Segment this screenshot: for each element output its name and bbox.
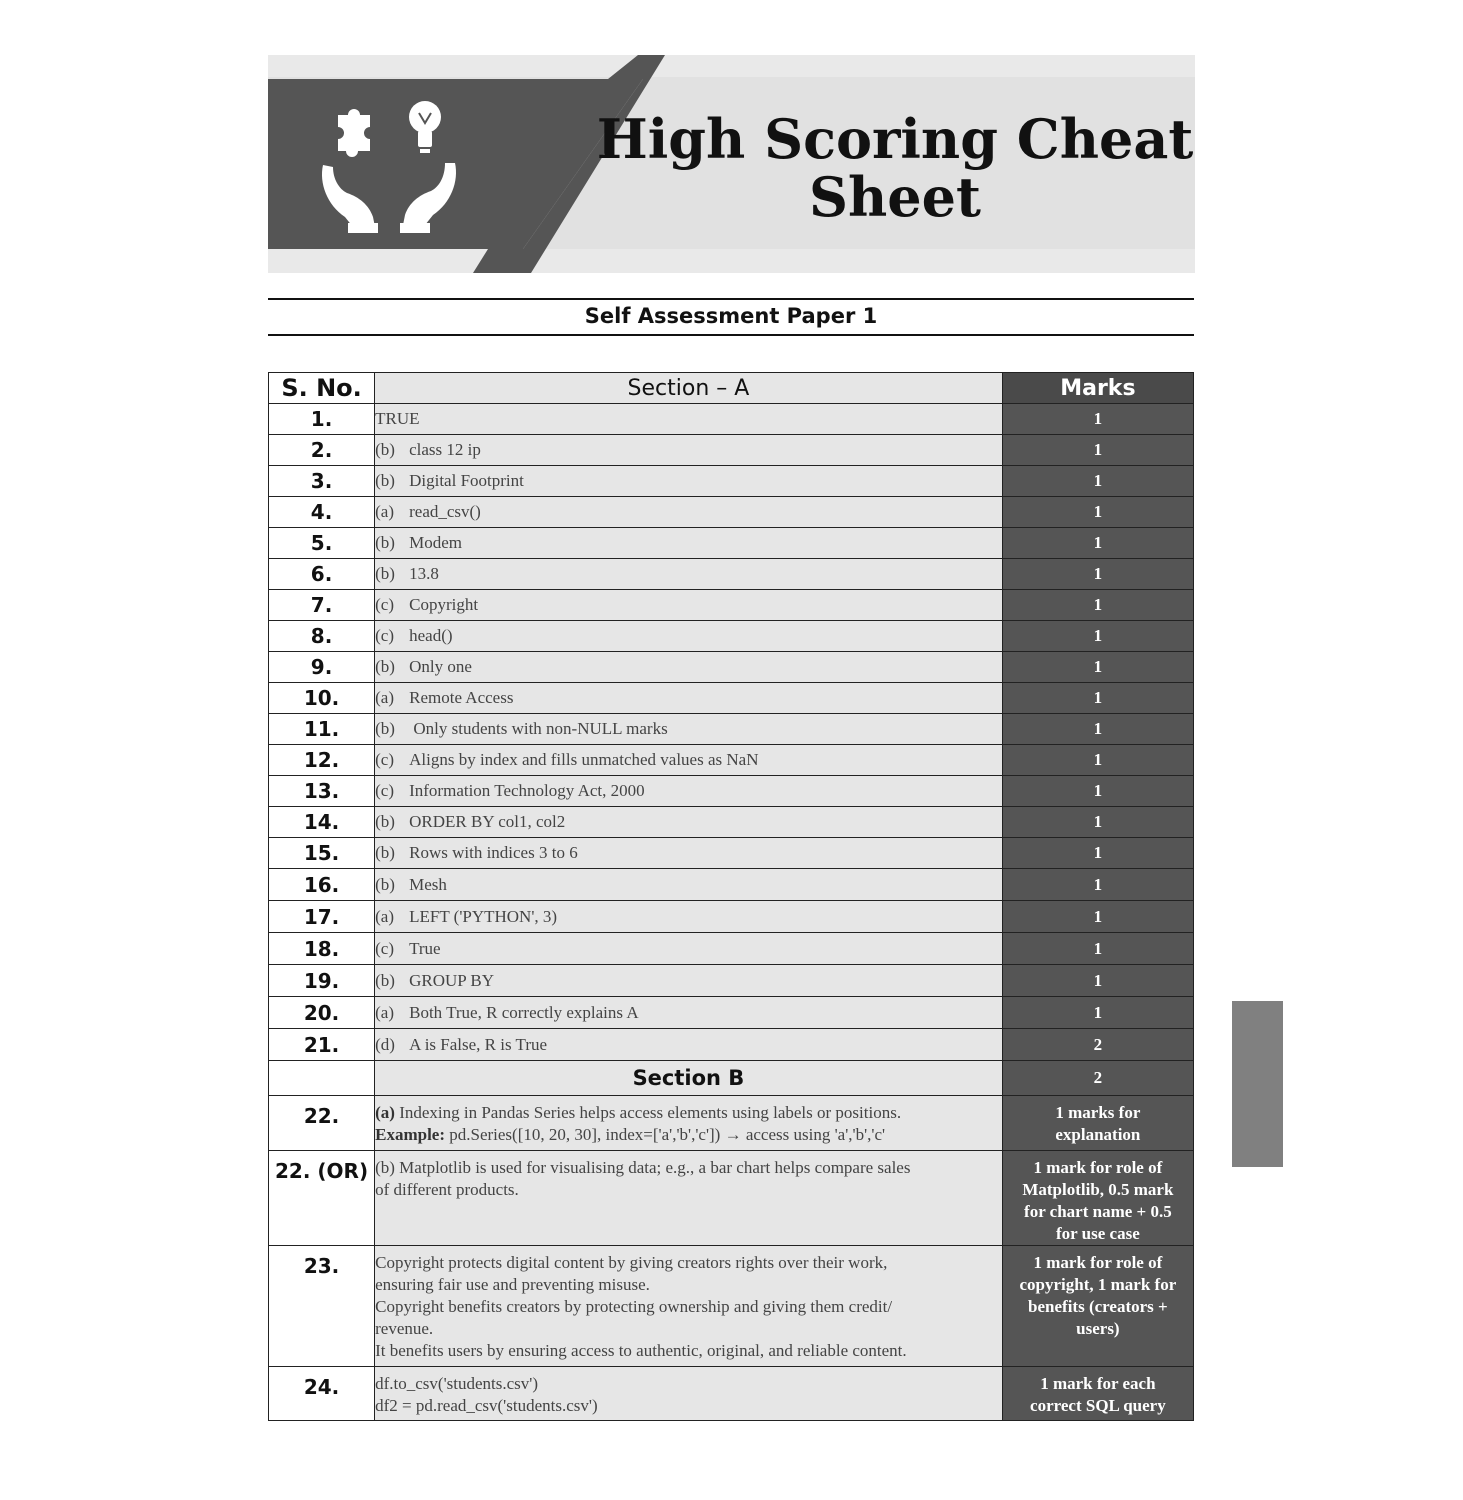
marks-cell: 1 — [1002, 497, 1193, 528]
answer-text: Both True, R correctly explains A — [409, 1002, 639, 1022]
marks-cell: 1 — [1002, 933, 1193, 965]
answer-text: Rows with indices 3 to 6 — [409, 843, 578, 862]
sno-cell: 20. — [269, 997, 375, 1029]
option-letter: (a) — [375, 688, 394, 707]
sno-cell: 22. — [269, 1096, 375, 1151]
marks-line: correct SQL query — [1030, 1396, 1166, 1415]
marks-cell: 1 — [1002, 435, 1193, 466]
paper-subtitle: Self Assessment Paper 1 — [584, 304, 878, 328]
option-letter: (b) — [375, 719, 395, 738]
sno-cell: 4. — [269, 497, 375, 528]
sno-cell: 22. (OR) — [269, 1151, 375, 1246]
answer-cell — [375, 404, 1003, 435]
table-row — [269, 1029, 1194, 1061]
option-letter: (b) — [375, 657, 395, 676]
answer-text: pd.Series([10, 20, 30], index=['a','b','c']) → access using 'a','b','c' — [445, 1125, 886, 1144]
table-row — [269, 997, 1194, 1029]
option-letter: (c) — [375, 781, 394, 800]
answer-key-table — [268, 372, 1194, 1421]
option-letter: (a) — [375, 502, 394, 521]
answer-text: Only students with non-NULL marks — [409, 719, 668, 738]
marks-cell: 1 — [1002, 965, 1193, 997]
table-row — [269, 838, 1194, 869]
table-row — [269, 497, 1194, 528]
marks-line: explanation — [1055, 1125, 1141, 1144]
answer-cell — [375, 933, 1003, 965]
table-row — [269, 559, 1194, 590]
marks-cell: 1 — [1002, 528, 1193, 559]
answer-text: It benefits users by ensuring access to authentic, original, and reliable content. — [375, 1341, 907, 1360]
sno-cell: 21. — [269, 1029, 375, 1061]
answer-text: of different products. — [375, 1180, 519, 1199]
marks-cell: 1 — [1002, 869, 1193, 901]
table-row — [269, 933, 1194, 965]
marks-cell — [1002, 1151, 1193, 1246]
option-letter: (a) — [375, 1002, 394, 1022]
sno-cell: 14. — [269, 807, 375, 838]
answer-cell — [375, 559, 1003, 590]
option-letter: (a) — [375, 906, 394, 926]
answer-cell — [375, 497, 1003, 528]
answer-cell — [375, 1367, 1003, 1421]
answer-cell — [375, 466, 1003, 497]
section-b-label: Section B — [375, 1061, 1003, 1096]
option-letter: (c) — [375, 595, 394, 614]
answer-text: (b) Matplotlib is used for visualising data; e.g., a bar chart helps compare sales — [375, 1158, 911, 1177]
answer-text: A is False, R is True — [409, 1034, 548, 1054]
answer-line — [375, 1102, 996, 1124]
option-letter: (b) — [375, 564, 395, 583]
sno-cell: 10. — [269, 683, 375, 714]
marks-cell: 1 — [1002, 838, 1193, 869]
table-row — [269, 745, 1194, 776]
marks-cell — [1002, 1246, 1193, 1367]
marks-cell: 1 — [1002, 901, 1193, 933]
answer-cell — [375, 869, 1003, 901]
sno-cell: 8. — [269, 621, 375, 652]
answer-cell — [375, 776, 1003, 807]
answer-text: Digital Footprint — [409, 471, 524, 490]
answer-text: Information Technology Act, 2000 — [409, 781, 645, 800]
marks-cell: 1 — [1002, 714, 1193, 745]
option-letter: (a) — [375, 1103, 395, 1122]
option-letter: (c) — [375, 750, 394, 769]
answer-cell — [375, 997, 1003, 1029]
marks-line: users) — [1076, 1319, 1120, 1338]
subtitle-top-rule — [268, 298, 1194, 300]
marks-cell: 1 — [1002, 404, 1193, 435]
answer-text: GROUP BY — [409, 970, 494, 990]
option-letter: (b) — [375, 970, 395, 990]
option-letter: (c) — [375, 938, 394, 958]
table-row — [269, 466, 1194, 497]
side-tab — [1232, 1001, 1283, 1167]
sno-cell: 9. — [269, 652, 375, 683]
sno-cell: 24. — [269, 1367, 375, 1421]
marks-line: for use case — [1056, 1224, 1140, 1243]
answer-cell — [375, 621, 1003, 652]
marks-line: Matplotlib, 0.5 mark — [1022, 1180, 1174, 1199]
option-letter: (d) — [375, 1034, 395, 1054]
option-letter: (b) — [375, 874, 395, 894]
answer-line — [375, 1124, 996, 1146]
sno-cell: 12. — [269, 745, 375, 776]
table-row — [269, 652, 1194, 683]
marks-line: 1 mark for role of — [1033, 1253, 1163, 1272]
sno-cell: 2. — [269, 435, 375, 466]
sno-cell: 7. — [269, 590, 375, 621]
answer-cell — [375, 901, 1003, 933]
answer-text: head() — [409, 626, 453, 645]
sno-cell: 5. — [269, 528, 375, 559]
answer-cell — [375, 745, 1003, 776]
marks-cell: 1 — [1002, 683, 1193, 714]
answer-text: Mesh — [409, 874, 447, 894]
answer-text: Copyright protects digital content by giving creators rights over their work, — [375, 1253, 888, 1272]
marks-cell: 1 — [1002, 997, 1193, 1029]
answer-text: TRUE — [375, 409, 420, 428]
option-letter: (b) — [375, 440, 395, 459]
answer-cell — [375, 435, 1003, 466]
answer-text: read_csv() — [409, 502, 481, 521]
answer-cell — [375, 1151, 1003, 1246]
sno-cell: 13. — [269, 776, 375, 807]
marks-cell — [1002, 1367, 1193, 1421]
answer-cell — [375, 965, 1003, 997]
table-row — [269, 776, 1194, 807]
answer-cell — [375, 528, 1003, 559]
table-row — [269, 965, 1194, 997]
marks-cell: 1 — [1002, 621, 1193, 652]
answer-text: True — [409, 938, 441, 958]
marks-cell: 2 — [1002, 1029, 1193, 1061]
marks-cell: 1 — [1002, 466, 1193, 497]
answer-text: Remote Access — [409, 688, 514, 707]
marks-line: 1 mark for role of — [1033, 1158, 1163, 1177]
option-letter: (c) — [375, 626, 394, 645]
answer-cell — [375, 590, 1003, 621]
marks-cell: 1 — [1002, 559, 1193, 590]
table-row — [269, 528, 1194, 559]
table-row — [269, 869, 1194, 901]
marks-cell: 1 — [1002, 776, 1193, 807]
sno-cell: 15. — [269, 838, 375, 869]
option-letter: (b) — [375, 533, 395, 552]
answer-text: ensuring fair use and preventing misuse. — [375, 1275, 650, 1294]
table-row — [269, 404, 1194, 435]
marks-cell: 1 — [1002, 807, 1193, 838]
answer-text: 13.8 — [409, 564, 439, 583]
marks-cell: 1 — [1002, 745, 1193, 776]
table-row — [269, 683, 1194, 714]
section-b-sno — [269, 1061, 375, 1096]
table-row-22-or — [269, 1151, 1194, 1246]
sno-cell: 18. — [269, 933, 375, 965]
header-marks: Marks — [1002, 373, 1193, 404]
sno-cell: 6. — [269, 559, 375, 590]
table-row-22 — [269, 1096, 1194, 1151]
answer-cell — [375, 652, 1003, 683]
marks-cell — [1002, 1096, 1193, 1151]
option-letter: (b) — [375, 812, 395, 831]
marks-cell: 1 — [1002, 590, 1193, 621]
answer-text: Copyright — [409, 595, 479, 614]
marks-cell: 1 — [1002, 652, 1193, 683]
answer-cell — [375, 1029, 1003, 1061]
sno-cell: 16. — [269, 869, 375, 901]
answer-text: Aligns by index and fills unmatched values as NaN — [409, 750, 759, 769]
table-row — [269, 590, 1194, 621]
table-row — [269, 901, 1194, 933]
answer-cell — [375, 714, 1003, 745]
header-sno: S. No. — [269, 373, 375, 404]
answer-text: df.to_csv('students.csv') — [375, 1374, 538, 1393]
answer-text: revenue. — [375, 1319, 434, 1338]
sno-cell: 23. — [269, 1246, 375, 1367]
example-label: Example: — [375, 1125, 445, 1144]
marks-line: benefits (creators + — [1028, 1297, 1168, 1316]
answer-text: class 12 ip — [409, 440, 481, 459]
table-row-24 — [269, 1367, 1194, 1421]
header-section-a: Section – A — [375, 373, 1003, 404]
section-b-marks: 2 — [1002, 1061, 1193, 1096]
marks-line: 1 marks for — [1055, 1103, 1141, 1122]
sno-cell: 17. — [269, 901, 375, 933]
table-row — [269, 435, 1194, 466]
table-header-row — [269, 373, 1194, 404]
sno-cell: 11. — [269, 714, 375, 745]
answer-cell — [375, 683, 1003, 714]
answer-cell — [375, 838, 1003, 869]
answer-cell — [375, 807, 1003, 838]
answer-text: ORDER BY col1, col2 — [409, 812, 566, 831]
page-title-line1: High Scoring Cheat — [596, 107, 1194, 171]
answer-text: Only one — [409, 657, 472, 676]
option-letter: (b) — [375, 471, 395, 490]
answer-text: df2 = pd.read_csv('students.csv') — [375, 1396, 598, 1415]
table-row-23 — [269, 1246, 1194, 1367]
page-title-line2: Sheet — [809, 165, 981, 229]
page-title — [595, 107, 1195, 229]
answer-text: Modem — [409, 533, 462, 552]
sno-cell: 3. — [269, 466, 375, 497]
table-row — [269, 621, 1194, 652]
answer-text: Copyright benefits creators by protecting ownership and giving them credit/ — [375, 1297, 893, 1316]
marks-line: for chart name + 0.5 — [1024, 1202, 1172, 1221]
option-letter: (b) — [375, 843, 395, 862]
section-b-row — [269, 1061, 1194, 1096]
answer-cell — [375, 1096, 1003, 1151]
table-row — [269, 807, 1194, 838]
sno-cell: 19. — [269, 965, 375, 997]
answer-cell — [375, 1246, 1003, 1367]
marks-line: 1 mark for each — [1040, 1374, 1156, 1393]
answer-text: Indexing in Pandas Series helps access elements using labels or positions. — [394, 1103, 902, 1122]
sno-cell: 1. — [269, 404, 375, 435]
answer-text: LEFT ('PYTHON', 3) — [409, 906, 558, 926]
marks-line: copyright, 1 mark for — [1019, 1275, 1177, 1294]
subtitle-bottom-rule — [268, 334, 1194, 336]
table-row — [269, 714, 1194, 745]
